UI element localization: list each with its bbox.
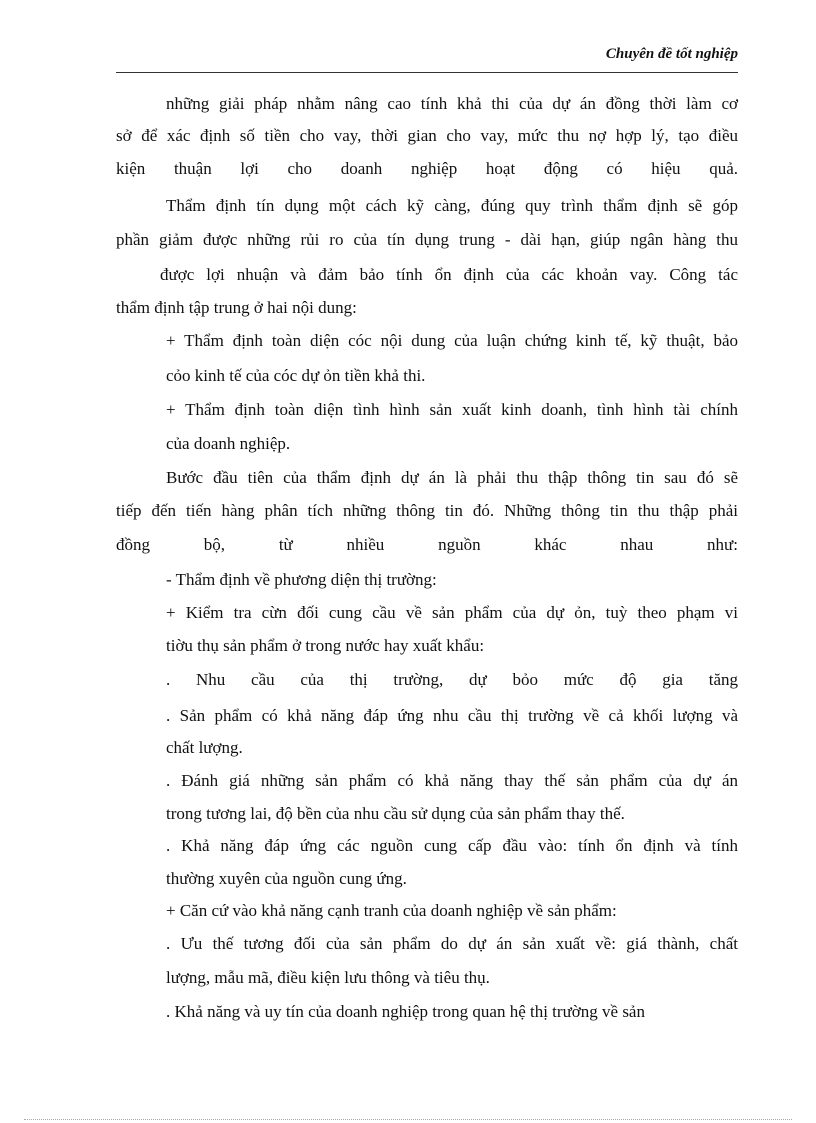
text-line: chất lượng. — [166, 738, 243, 757]
text-line: + Căn cứ vào khả năng cạnh tranh của doanh nghiệp về sản phẩm: — [166, 901, 617, 920]
text-line: . Đánh giá những sản phẩm có khả năng thay thế sản phẩm của dự án — [166, 771, 738, 790]
footer-divider — [24, 1119, 792, 1120]
text-line: được lợi nhuận và đảm bảo tính ổn định của các khoản vay. Công tác — [160, 265, 738, 284]
text-line: kiện thuận lợi cho doanh nghiệp hoạt động có hiệu quả. — [116, 159, 738, 178]
text-line: tiờu thụ sản phẩm ở trong nước hay xuất khẩu: — [166, 636, 485, 655]
text-line: - Thẩm định về phương diện thị trường: — [166, 570, 437, 589]
text-line: Bước đầu tiên của thẩm định dự án là phải thu thập thông tin sau đó sẽ — [166, 468, 738, 487]
text-line: phần giảm được những rủi ro của tín dụng trung - dài hạn, giúp ngân hàng thu — [116, 230, 738, 249]
text-line: sở để xác định số tiền cho vay, thời gian cho vay, mức thu nợ hợp lý, tạo điều — [116, 126, 738, 145]
text-line: lượng, mẫu mã, điều kiện lưu thông và tiêu thụ. — [166, 968, 490, 987]
header-title: Chuyên đề tốt nghiệp — [605, 46, 738, 62]
text-line: trong tương lai, độ bền của nhu cầu sử dụng của sản phẩm thay thế. — [166, 804, 625, 823]
text-line: . Khả năng đáp ứng các nguồn cung cấp đầu vào: tính ổn định và tính — [166, 836, 738, 855]
text-line: những giải pháp nhằm nâng cao tính khả thi của dự án đồng thời làm cơ — [166, 94, 738, 113]
text-line: + Thẩm định toàn diện cóc nội dung của luận chứng kinh tế, kỹ thuật, bảo — [166, 331, 738, 350]
text-line: . Ưu thế tương đối của sản phẩm do dự án sản xuất về: giá thành, chất — [166, 934, 738, 953]
page-header — [116, 44, 738, 73]
text-line: tiếp đến tiến hàng phân tích những thông tin đó. Những thông tin thu thập phải — [116, 501, 738, 520]
text-line: cỏo kinh tế của cóc dự ỏn tiền khả thi. — [166, 366, 426, 385]
text-line: . Khả năng và uy tín của doanh nghiệp trong quan hệ thị trường về sản — [166, 1002, 645, 1021]
text-line: của doanh nghiệp. — [166, 434, 291, 453]
text-line: . Nhu cầu của thị trường, dự bỏo mức độ gia tăng — [166, 670, 738, 689]
text-line: + Kiểm tra cừn đối cung cầu về sản phẩm của dự ỏn, tuỳ theo phạm vi — [166, 603, 738, 622]
text-line: . Sản phẩm có khả năng đáp ứng nhu cầu thị trường về cả khối lượng và — [166, 706, 738, 725]
text-line: đồng bộ, từ nhiều nguồn khác nhau như: — [116, 535, 738, 554]
text-line: thẩm định tập trung ở hai nội dung: — [116, 298, 357, 317]
text-line: + Thẩm định toàn diện tình hình sản xuất kinh doanh, tình hình tài chính — [166, 400, 738, 419]
text-line: Thẩm định tín dụng một cách kỹ càng, đúng quy trình thẩm định sẽ góp — [166, 196, 738, 215]
text-line: thường xuyên của nguồn cung ứng. — [166, 869, 407, 888]
